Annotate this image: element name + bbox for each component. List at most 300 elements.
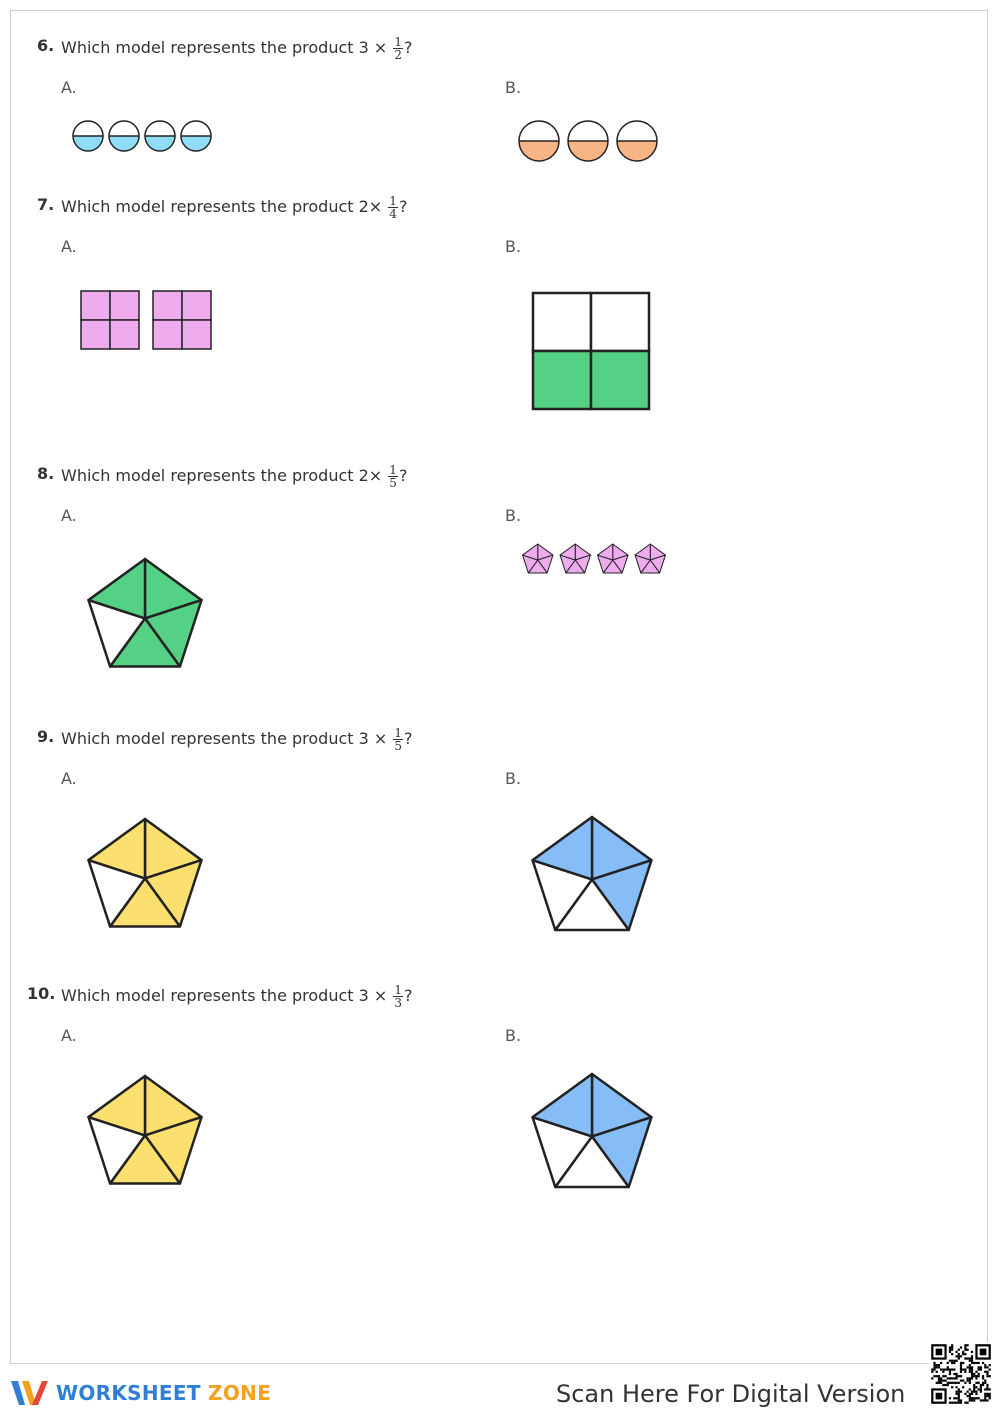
qr-module [962, 1351, 964, 1353]
qr-module [980, 1366, 982, 1368]
qr-module [958, 1391, 960, 1393]
qr-module [947, 1377, 949, 1379]
fraction [393, 984, 403, 1009]
qr-module [933, 1362, 935, 1364]
qr-module [960, 1362, 962, 1364]
qr-module [971, 1368, 973, 1370]
qr-module [958, 1397, 960, 1399]
qr-module [936, 1371, 938, 1373]
qr-module [931, 1368, 933, 1370]
question-text [61, 464, 407, 489]
qr-module [953, 1382, 955, 1384]
qr-module [984, 1380, 986, 1382]
qr-module [958, 1375, 960, 1377]
option-b-label[interactable]: B. [505, 1026, 522, 1045]
qr-module [964, 1382, 966, 1384]
qr-module [971, 1357, 973, 1359]
qr-module [960, 1391, 962, 1393]
qr-module [958, 1353, 960, 1355]
fraction [388, 464, 398, 489]
circle-shaded-part [617, 141, 657, 161]
qr-module [986, 1384, 988, 1386]
fraction [393, 727, 403, 752]
question-prompt: Which model represents the product 2× [61, 197, 383, 216]
qr-module [984, 1382, 986, 1384]
fraction-denominator: 5 [389, 476, 397, 490]
qr-module [971, 1373, 973, 1375]
qr-module [940, 1380, 942, 1382]
question-prompt: Which model represents the product 3 × [61, 729, 388, 748]
qr-module [940, 1377, 942, 1379]
qr-module [975, 1397, 977, 1399]
fraction [388, 195, 398, 220]
qr-module [986, 1366, 988, 1368]
qr-module [975, 1393, 977, 1395]
square-part [533, 293, 591, 351]
question-number: 7. [37, 195, 55, 214]
qr-module [958, 1349, 960, 1351]
circle-shaded-part [109, 136, 139, 151]
qr-module [955, 1355, 957, 1357]
question-mark: ? [398, 466, 408, 485]
qr-module [944, 1384, 946, 1386]
qr-module [960, 1355, 962, 1357]
qr-module [975, 1362, 977, 1364]
square-part [81, 320, 110, 349]
circle-shaded-part [181, 136, 211, 151]
qr-module [989, 1375, 991, 1377]
qr-module [940, 1382, 942, 1384]
qr-module [947, 1368, 949, 1370]
brand-name-part1: WORKSHEET [56, 1381, 201, 1405]
worksheet-page [10, 10, 988, 1364]
qr-module [982, 1377, 984, 1379]
qr-module [967, 1395, 969, 1397]
worksheetzone-logo-icon [10, 1378, 50, 1408]
fraction-numerator: 1 [389, 463, 397, 477]
qr-module [975, 1375, 977, 1377]
qr-module [969, 1368, 971, 1370]
qr-module [960, 1368, 962, 1370]
qr-module [960, 1366, 962, 1368]
qr-module [975, 1377, 977, 1379]
qr-module [933, 1364, 935, 1366]
option-a-label[interactable]: A. [61, 1026, 77, 1045]
q7-option-b-model[interactable] [531, 291, 651, 411]
qr-module [971, 1371, 973, 1373]
fraction-denominator: 4 [389, 207, 397, 221]
qr-module [971, 1391, 973, 1393]
qr-module [936, 1364, 938, 1366]
qr-module [969, 1371, 971, 1373]
question-text [61, 195, 407, 220]
qr-module [955, 1386, 957, 1388]
question-mark: ? [404, 986, 413, 1005]
qr-finder-core [936, 1393, 943, 1400]
qr-module [971, 1360, 973, 1362]
qr-module [931, 1377, 933, 1379]
qr-module [936, 1375, 938, 1377]
qr-module [978, 1375, 980, 1377]
qr-module [969, 1377, 971, 1379]
qr-module [989, 1395, 991, 1397]
qr-module [960, 1402, 962, 1404]
qr-module [975, 1382, 977, 1384]
qr-module [953, 1377, 955, 1379]
qr-module [971, 1362, 973, 1364]
q8-option-a-model[interactable] [83, 557, 207, 673]
qr-module [936, 1382, 938, 1384]
qr-module [951, 1349, 953, 1351]
qr-module [947, 1384, 949, 1386]
qr-module [986, 1373, 988, 1375]
qr-module [969, 1393, 971, 1395]
question-text [61, 727, 413, 752]
qr-module [971, 1377, 973, 1379]
qr-module [942, 1371, 944, 1373]
qr-module [989, 1397, 991, 1399]
q8-option-b-model[interactable] [519, 541, 669, 577]
qr-module [962, 1362, 964, 1364]
qr-module [986, 1375, 988, 1377]
qr-module [949, 1349, 951, 1351]
qr-module [984, 1371, 986, 1373]
qr-module [962, 1380, 964, 1382]
qr-module [984, 1366, 986, 1368]
question-prompt: Which model represents the product 3 × [61, 986, 388, 1005]
qr-module [969, 1395, 971, 1397]
qr-module [989, 1364, 991, 1366]
qr-module [986, 1395, 988, 1397]
qr-module [964, 1371, 966, 1373]
qr-module [982, 1375, 984, 1377]
qr-module [984, 1399, 986, 1401]
qr-module [953, 1362, 955, 1364]
qr-module [947, 1382, 949, 1384]
qr-module [973, 1375, 975, 1377]
qr-module [951, 1346, 953, 1348]
qr-code-icon[interactable] [929, 1342, 993, 1406]
scan-text: Scan Here For Digital Version [556, 1380, 906, 1408]
qr-module [967, 1357, 969, 1359]
qr-module [973, 1399, 975, 1401]
qr-module [947, 1362, 949, 1364]
qr-module [973, 1391, 975, 1393]
qr-module [969, 1399, 971, 1401]
qr-module [944, 1380, 946, 1382]
option-a-label[interactable]: A. [61, 769, 77, 788]
qr-module [949, 1351, 951, 1353]
square-part [182, 291, 211, 320]
qr-module [951, 1386, 953, 1388]
qr-module [958, 1388, 960, 1390]
qr-module [938, 1380, 940, 1382]
qr-module [982, 1399, 984, 1401]
qr-module [975, 1391, 977, 1393]
qr-module [955, 1393, 957, 1395]
qr-module [967, 1391, 969, 1393]
qr-module [989, 1393, 991, 1395]
question-text [61, 984, 413, 1009]
question-mark: ? [398, 197, 408, 216]
qr-module [960, 1399, 962, 1401]
qr-module [940, 1362, 942, 1364]
qr-module [949, 1373, 951, 1375]
qr-module [964, 1353, 966, 1355]
qr-module [942, 1380, 944, 1382]
option-b-label[interactable]: B. [505, 78, 522, 97]
qr-module [973, 1373, 975, 1375]
fraction-numerator: 1 [394, 35, 403, 49]
q7-option-a-model[interactable] [79, 289, 219, 351]
qr-module [951, 1368, 953, 1370]
qr-module [973, 1388, 975, 1390]
qr-module [982, 1384, 984, 1386]
option-b-label[interactable]: B. [505, 506, 522, 525]
qr-finder-core [936, 1349, 943, 1356]
qr-module [958, 1355, 960, 1357]
question-prompt: Which model represents the product 3 × [61, 38, 388, 57]
fraction-numerator: 1 [394, 726, 403, 740]
qr-module [964, 1368, 966, 1370]
qr-module [949, 1402, 951, 1404]
square-part [110, 291, 139, 320]
qr-module [973, 1362, 975, 1364]
qr-module [938, 1366, 940, 1368]
qr-module [971, 1397, 973, 1399]
qr-module [975, 1386, 977, 1388]
fraction-numerator: 1 [389, 194, 397, 208]
qr-module [980, 1391, 982, 1393]
qr-module [949, 1360, 951, 1362]
qr-module [949, 1368, 951, 1370]
fraction-denominator: 2 [394, 48, 403, 62]
qr-module [989, 1368, 991, 1370]
qr-module [958, 1399, 960, 1401]
qr-finder-core [980, 1349, 987, 1356]
qr-module [984, 1388, 986, 1390]
qr-module [967, 1366, 969, 1368]
qr-module [967, 1344, 969, 1346]
square-part [591, 351, 649, 409]
qr-module [969, 1357, 971, 1359]
square-part [153, 320, 182, 349]
qr-module [969, 1382, 971, 1384]
qr-module [951, 1377, 953, 1379]
qr-module [978, 1366, 980, 1368]
qr-module [971, 1355, 973, 1357]
question-mark: ? [404, 729, 413, 748]
qr-module [971, 1366, 973, 1368]
qr-module [969, 1397, 971, 1399]
square-part [153, 291, 182, 320]
square-part [81, 291, 110, 320]
question-number: 10. [27, 984, 56, 1003]
question-number: 6. [37, 36, 55, 55]
qr-module [978, 1373, 980, 1375]
qr-module [978, 1388, 980, 1390]
qr-module [986, 1386, 988, 1388]
qr-module [964, 1393, 966, 1395]
qr-module [949, 1377, 951, 1379]
qr-module [958, 1393, 960, 1395]
question-mark: ? [404, 38, 413, 57]
qr-module [958, 1382, 960, 1384]
qr-module [980, 1399, 982, 1401]
qr-module [953, 1360, 955, 1362]
q9-option-b-model[interactable] [527, 815, 657, 937]
qr-module [949, 1397, 951, 1399]
option-a-label[interactable]: A. [61, 506, 77, 525]
qr-module [953, 1373, 955, 1375]
qr-module [933, 1368, 935, 1370]
qr-module [975, 1371, 977, 1373]
qr-module [940, 1368, 942, 1370]
qr-module [967, 1377, 969, 1379]
question-prompt: Which model represents the product 2× [61, 466, 383, 485]
option-b-label[interactable]: B. [505, 769, 522, 788]
qr-module [969, 1360, 971, 1362]
qr-module [938, 1364, 940, 1366]
q10-option-b-model[interactable] [527, 1072, 657, 1194]
qr-module [967, 1380, 969, 1382]
q6-option-a-model[interactable] [71, 119, 231, 153]
qr-module [936, 1366, 938, 1368]
qr-module [964, 1344, 966, 1346]
question-number: 9. [37, 727, 55, 746]
qr-module [938, 1377, 940, 1379]
qr-module [938, 1382, 940, 1384]
qr-module [938, 1375, 940, 1377]
qr-module [984, 1393, 986, 1395]
qr-module [973, 1384, 975, 1386]
qr-module [980, 1384, 982, 1386]
qr-module [960, 1346, 962, 1348]
qr-module [942, 1375, 944, 1377]
qr-module [980, 1388, 982, 1390]
qr-module [949, 1371, 951, 1373]
qr-module [947, 1366, 949, 1368]
qr-module [944, 1375, 946, 1377]
qr-module [942, 1384, 944, 1386]
qr-module [949, 1382, 951, 1384]
question-number: 8. [37, 464, 55, 483]
qr-module [973, 1386, 975, 1388]
square-part [533, 351, 591, 409]
fraction-denominator: 3 [394, 996, 403, 1010]
qr-module [989, 1388, 991, 1390]
option-a-label[interactable]: A. [61, 78, 77, 97]
qr-module [964, 1402, 966, 1404]
qr-module [955, 1377, 957, 1379]
circle-shaded-part [519, 141, 559, 161]
q9-option-a-model[interactable] [83, 817, 207, 933]
qr-module [967, 1402, 969, 1404]
qr-module [986, 1393, 988, 1395]
qr-module [984, 1397, 986, 1399]
qr-module [955, 1351, 957, 1353]
qr-module [971, 1351, 973, 1353]
qr-module [951, 1362, 953, 1364]
qr-module [955, 1397, 957, 1399]
qr-module [964, 1357, 966, 1359]
qr-module [978, 1397, 980, 1399]
qr-module [953, 1402, 955, 1404]
qr-module [980, 1386, 982, 1388]
qr-module [967, 1349, 969, 1351]
qr-module [960, 1364, 962, 1366]
qr-module [982, 1362, 984, 1364]
square-part [110, 320, 139, 349]
qr-module [964, 1349, 966, 1351]
qr-module [969, 1380, 971, 1382]
qr-module [980, 1368, 982, 1370]
qr-module [964, 1346, 966, 1348]
brand-name[interactable] [56, 1381, 271, 1405]
qr-module [978, 1368, 980, 1370]
qr-module [955, 1360, 957, 1362]
qr-module [955, 1402, 957, 1404]
qr-module [960, 1375, 962, 1377]
qr-module [969, 1366, 971, 1368]
qr-module [951, 1382, 953, 1384]
footer [0, 1366, 1000, 1414]
qr-module [955, 1373, 957, 1375]
question-text [61, 36, 413, 61]
qr-module [986, 1388, 988, 1390]
qr-module [944, 1368, 946, 1370]
qr-module [973, 1397, 975, 1399]
qr-module [955, 1375, 957, 1377]
qr-module [942, 1368, 944, 1370]
q6-option-b-model[interactable] [517, 119, 677, 163]
fraction-numerator: 1 [394, 983, 403, 997]
qr-module [955, 1391, 957, 1393]
qr-module [971, 1399, 973, 1401]
qr-module [982, 1382, 984, 1384]
qr-module [984, 1395, 986, 1397]
qr-module [978, 1382, 980, 1384]
square-part [591, 293, 649, 351]
qr-module [953, 1397, 955, 1399]
fraction [393, 36, 403, 61]
qr-module [960, 1380, 962, 1382]
q10-option-a-model[interactable] [83, 1074, 207, 1190]
qr-module [986, 1399, 988, 1401]
circle-shaded-part [145, 136, 175, 151]
qr-module [933, 1366, 935, 1368]
qr-module [984, 1364, 986, 1366]
qr-module [969, 1364, 971, 1366]
option-a-label[interactable]: A. [61, 237, 77, 256]
square-part [182, 320, 211, 349]
qr-module [962, 1386, 964, 1388]
option-b-label[interactable]: B. [505, 237, 522, 256]
qr-module [931, 1371, 933, 1373]
qr-module [958, 1395, 960, 1397]
qr-module [953, 1368, 955, 1370]
circle-shaded-part [568, 141, 608, 161]
qr-module [962, 1353, 964, 1355]
qr-module [933, 1375, 935, 1377]
qr-module [955, 1382, 957, 1384]
qr-module [951, 1360, 953, 1362]
qr-module [971, 1393, 973, 1395]
qr-module [960, 1371, 962, 1373]
qr-module [958, 1357, 960, 1359]
brand-name-part2: ZONE [208, 1381, 272, 1405]
qr-module [958, 1402, 960, 1404]
